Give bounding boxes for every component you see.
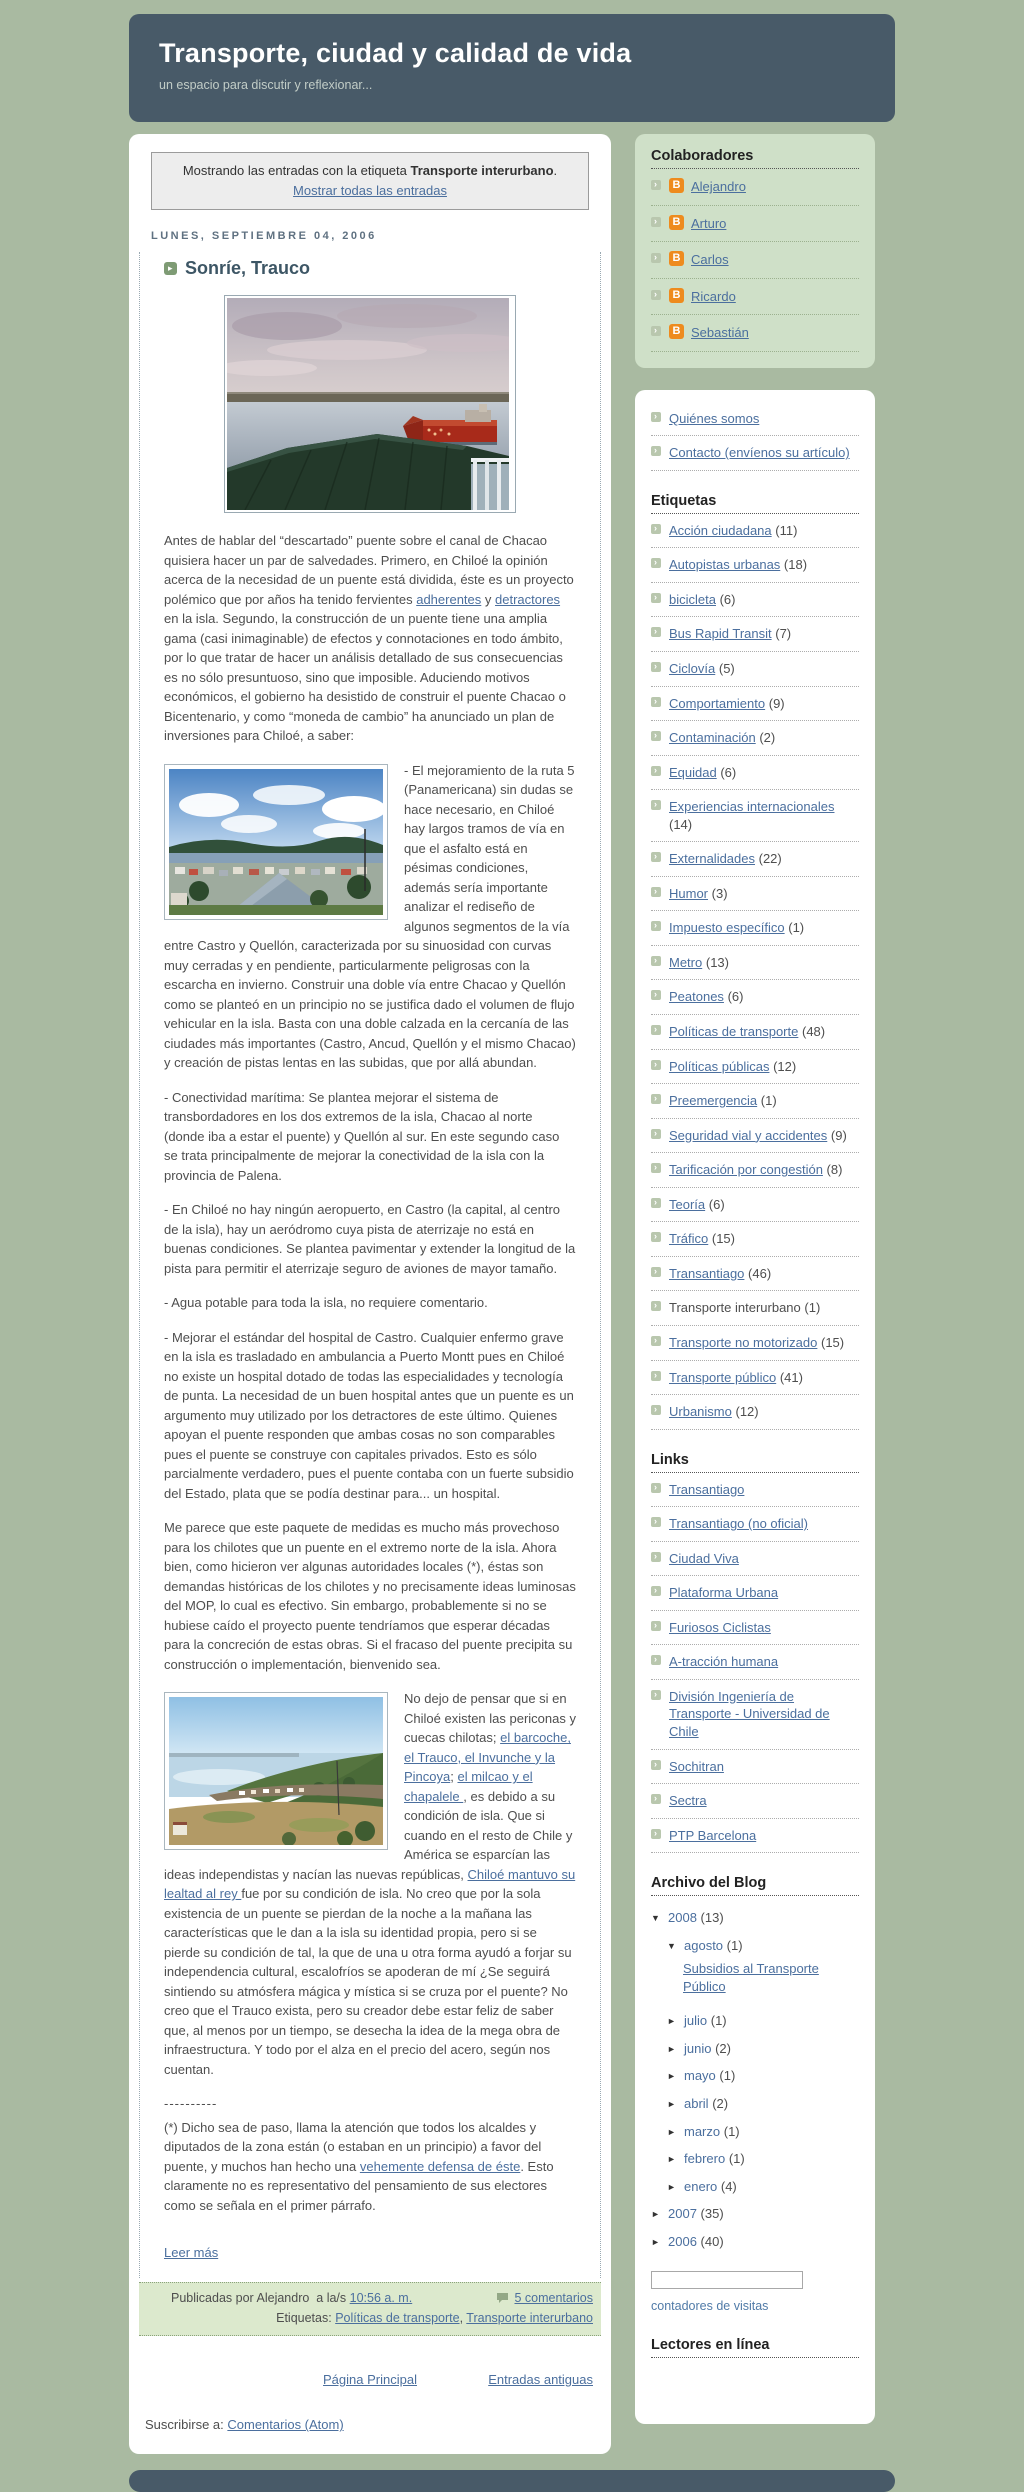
labels-prefix: Etiquetas: <box>276 2311 332 2326</box>
tag-link[interactable]: Metro <box>669 954 703 970</box>
archive-period-link[interactable]: julio <box>684 2013 708 2029</box>
blogroll-item <box>651 1507 859 1542</box>
tag-item <box>651 756 859 791</box>
blogroll-link[interactable]: Ciudad Viva <box>669 1550 739 1566</box>
arrow-bullet-icon <box>651 412 661 422</box>
archive-count: (2) <box>708 2095 729 2111</box>
tag-link[interactable]: Impuesto específico <box>669 920 785 936</box>
tag-link[interactable]: Acción ciudadana <box>669 522 772 538</box>
arrow-bullet-icon <box>651 1025 661 1035</box>
tag-count: (41) <box>779 1369 803 1385</box>
archive-count: (35) <box>696 2206 724 2222</box>
tag-item <box>651 548 859 583</box>
archive-period-link[interactable]: 2007 <box>668 2206 697 2222</box>
tag-count: (12) <box>735 1404 759 1420</box>
notice-prefix: Mostrando las entradas con la etiqueta <box>182 163 411 178</box>
archive-toggle-icon[interactable]: ▼ <box>667 1940 676 1951</box>
blogroll-item <box>651 1750 859 1785</box>
collaborator-item <box>651 315 859 352</box>
tag-item <box>651 1119 859 1154</box>
arrow-bullet-icon <box>651 1552 661 1562</box>
blogroll-link[interactable]: Plataforma Urbana <box>669 1585 779 1601</box>
subscribe-comments-link[interactable]: Comentarios (Atom) <box>227 2417 344 2433</box>
archive-count: (2) <box>711 2040 731 2056</box>
tag-link[interactable]: Preemergencia <box>669 1093 758 1109</box>
blogroll-item <box>651 1473 859 1508</box>
arrow-bullet-icon <box>651 524 661 534</box>
tag-link[interactable]: Políticas de transporte <box>669 1024 799 1040</box>
tag-count: (1) <box>788 920 805 936</box>
tag-item <box>651 1395 859 1430</box>
blogroll-link[interactable]: División Ingeniería de Transporte - Universidad de Chile <box>669 1688 830 1739</box>
tag-label-current: Transporte interurbano <box>669 1300 801 1316</box>
page <box>129 0 895 2492</box>
tag-count: (18) <box>783 557 808 573</box>
tag-count: (9) <box>768 695 785 711</box>
archive-item <box>651 2090 859 2118</box>
archive-item <box>651 2228 859 2256</box>
tag-link[interactable]: Ciclovía <box>669 661 716 677</box>
archive-item <box>651 2173 859 2201</box>
subscribe-row <box>145 2417 603 2432</box>
tag-count: (8) <box>826 1162 843 1178</box>
online-readers-widget <box>651 2358 859 2404</box>
tag-item <box>651 790 859 842</box>
archive-post-item <box>651 1959 859 2007</box>
arrow-bullet-icon <box>651 1655 661 1665</box>
tag-item <box>651 1222 859 1257</box>
inline-link[interactable]: el barcoche, el Trauco, el Invunche y la Pincoya <box>404 1730 571 1785</box>
tag-item <box>651 911 859 946</box>
blogger-icon: B <box>669 251 684 266</box>
castro-photo-illustration <box>169 769 383 915</box>
archive-item <box>651 2200 859 2228</box>
tag-count: (6) <box>719 591 736 607</box>
about-link-item <box>651 402 859 437</box>
visit-counter-link[interactable]: contadores de visitas <box>651 2299 769 2314</box>
arrow-bullet-icon <box>651 326 661 336</box>
archive-toggle-icon[interactable]: ► <box>667 2016 676 2027</box>
arrow-bullet-icon <box>651 697 661 707</box>
archive-count: (1) <box>715 2068 736 2084</box>
links-list <box>651 1473 859 1854</box>
visit-counter-widget <box>651 2271 803 2289</box>
post-image-ferry[interactable] <box>224 295 516 513</box>
post-paragraph-text: - El mejoramiento de la ruta 5 (Panamericana) sin dudas se hace necesario, en Chiloé hay largos tramos de vía en que el asfalto está en pésimas condiciones, además sería importante analizar el rediseño de algunos segmentos de la vía entre Castro y Quellón, caracterizada por su sinuosidad con curvas muy cerradas y en pendiente, particularmente peligrosas con la escarcha en invierno. Construir una doble vía entre Chacao y Quellón como se planteó en un principio no se justifica dado el volumen de flujo vehicular en la isla. Basta con una doble calzada en la cercanía de las ciudades más importantes (Castro, Ancud, Quellón y el mismo Chacao) y creación de pistas lentas en las subidas, que por allá abundan. <box>164 762 576 1071</box>
post-byline <box>171 2288 412 2308</box>
ferry-photo-illustration <box>227 298 509 510</box>
blogroll-link[interactable]: Furiosos Ciclistas <box>669 1619 771 1635</box>
tag-item <box>651 1050 859 1085</box>
main-column <box>129 134 611 2454</box>
notice-tag: Transporte interurbano <box>410 163 554 178</box>
sidebar-widgets-box <box>635 390 875 2425</box>
comments-link[interactable]: 5 comentarios <box>514 2291 593 2306</box>
archive-period-link[interactable]: junio <box>684 2040 712 2056</box>
blogroll-item <box>651 1680 859 1750</box>
arrow-bullet-icon <box>651 990 661 1000</box>
tag-link[interactable]: Comportamiento <box>669 695 766 711</box>
sidebar <box>635 134 875 2424</box>
post-paragraph: - Agua potable para toda la isla, no requiere comentario. <box>164 1295 488 1311</box>
at-label: a la/s <box>316 2291 347 2306</box>
tag-link[interactable]: Experiencias internacionales <box>669 799 835 815</box>
inline-link[interactable]: adherentes <box>416 591 482 607</box>
arrow-bullet-icon <box>651 1483 661 1493</box>
post-image-coast-view[interactable] <box>164 1692 388 1850</box>
blog-pager <box>147 2372 593 2387</box>
inline-link[interactable]: vehemente defensa de éste <box>359 2158 521 2174</box>
blogroll-item <box>651 1819 859 1854</box>
collaborator-item <box>651 206 859 243</box>
inline-link[interactable]: Chiloé mantuvo su lealtad al rey <box>164 1866 576 1902</box>
arrow-bullet-icon <box>651 1060 661 1070</box>
arrow-bullet-icon <box>651 1301 661 1311</box>
tag-link[interactable]: Autopistas urbanas <box>669 557 781 573</box>
post-paragraph: - Conectividad marítima: Se plantea mejorar el sistema de transbordadores en los dos extremos de la isla, Chacao al norte (donde iba a estar el puente) y Quellón al sur. En este segundo caso se trata principalmente de mejorar la conectividad de la isla con la provincia de Palena. <box>164 1089 560 1183</box>
arrow-bullet-icon <box>651 1794 661 1804</box>
post-paragraph: Antes de hablar del “descartado” puente sobre el canal de Chacao quisiera hacer un par de salvedades. Primero, en Chiloé la opinión acerca de la necesidad de un puente está dividida, éste es un proyecto polémico que por años ha tenido fervientes adherentes y detractores en la isla. Segundo, la construcción de un puente tiene una amplia gama (casi inimaginable) de efectos y connotaciones en todo ámbito, por lo que tratar de hacer un análisis detallado de sus consecuencias es no sólo presuntuoso, sino que imposible. Aduciendo motivos económicos, el gobierno ha desistido de construir el puente Chacao o Bicentenario, y como “moneda de cambio” ha anunciado un plan de inversiones para Chiloé, a saber: <box>164 533 574 744</box>
blogger-icon: B <box>669 178 684 193</box>
tag-count: (7) <box>775 626 792 642</box>
tag-item <box>651 1326 859 1361</box>
permalink-time-link[interactable]: 10:56 a. m. <box>349 2291 413 2306</box>
post-paragraph: (*) Dicho sea de paso, llama la atención que todos los alcaldes y diputados de la zona están (o estaban en un principio) a favor del puente, y muchos han hecho una vehemente defensa de éste. Esto claramente no es representativo del pensamiento de sus electores como se señala en el primer párrafo. <box>164 2119 554 2213</box>
archive-count: (13) <box>696 1910 724 1926</box>
tag-link[interactable]: Peatones <box>669 989 724 1005</box>
archive-item <box>651 2007 859 2035</box>
archive-count: (4) <box>717 2178 737 2194</box>
arrow-bullet-icon <box>651 1760 661 1770</box>
arrow-bullet-icon <box>651 1129 661 1139</box>
arrow-bullet-icon <box>651 180 661 190</box>
arrow-bullet-icon <box>651 731 661 741</box>
blogroll-link[interactable]: A-tracción humana <box>669 1654 779 1670</box>
archive-heading: Archivo del Blog <box>651 1873 859 1896</box>
inline-link[interactable]: detractores <box>495 591 561 607</box>
tag-count: (13) <box>705 954 729 970</box>
tag-link[interactable]: Urbanismo <box>669 1404 732 1420</box>
arrow-bullet-icon <box>651 1163 661 1173</box>
tag-item <box>651 842 859 877</box>
archive-toggle-icon[interactable]: ► <box>651 2209 660 2220</box>
tag-item <box>651 687 859 722</box>
archive-period-link[interactable]: 2006 <box>668 2233 697 2249</box>
about-link[interactable]: Contacto (envíenos su artículo) <box>669 445 850 461</box>
collaborator-item <box>651 169 859 206</box>
tag-item <box>651 1257 859 1292</box>
tag-link[interactable]: Transporte no motorizado <box>669 1334 818 1350</box>
label-link[interactable]: Políticas de transporte <box>335 2311 460 2326</box>
tag-item <box>651 617 859 652</box>
home-link[interactable]: Página Principal <box>323 2372 417 2388</box>
archive-item <box>651 2062 859 2090</box>
tag-link[interactable]: Tráfico <box>669 1231 709 1247</box>
tag-item <box>651 1361 859 1396</box>
archive-count: (1) <box>725 2151 745 2167</box>
archive-period-link[interactable]: abril <box>684 2095 709 2111</box>
older-posts-link[interactable]: Entradas antiguas <box>488 2372 593 2388</box>
collaborator-link[interactable]: Alejandro <box>691 179 746 194</box>
blogroll-item <box>651 1576 859 1611</box>
tag-count: (12) <box>773 1058 797 1074</box>
blogger-icon: B <box>669 215 684 230</box>
archive-toggle-icon[interactable]: ► <box>667 2098 676 2109</box>
archive-count: (1) <box>723 1937 743 1953</box>
arrow-bullet-icon <box>651 1267 661 1277</box>
blogroll-link[interactable]: Sectra <box>669 1793 707 1809</box>
post-footer <box>139 2282 601 2336</box>
arrow-bullet-icon <box>651 1405 661 1415</box>
arrow-bullet-icon <box>651 956 661 966</box>
read-more-link[interactable]: Leer más <box>164 2245 219 2261</box>
tag-count: (6) <box>727 989 744 1005</box>
collaborator-item <box>651 242 859 279</box>
tag-item <box>651 877 859 912</box>
blogroll-link[interactable]: Transantiago <box>669 1481 745 1497</box>
collaborator-link[interactable]: Sebastián <box>691 325 749 341</box>
tag-count: (3) <box>711 885 728 901</box>
coast-photo-illustration <box>169 1697 383 1845</box>
blogroll-item <box>651 1784 859 1819</box>
about-link[interactable]: Quiénes somos <box>669 410 760 426</box>
tag-item <box>651 1291 859 1326</box>
tag-link[interactable]: Contaminación <box>669 730 756 746</box>
arrow-bullet-icon <box>651 662 661 672</box>
blog-header <box>129 14 895 122</box>
online-readers-heading: Lectores en línea <box>651 2335 859 2358</box>
archive-toggle-icon[interactable]: ► <box>667 2071 676 2082</box>
collaborator-link[interactable]: Arturo <box>691 215 727 231</box>
tag-link[interactable]: Tarificación por congestión <box>669 1162 823 1178</box>
published-prefix: Publicadas por <box>171 2291 254 2306</box>
archive-period-link[interactable]: febrero <box>684 2151 726 2167</box>
archive-item <box>651 2145 859 2173</box>
blog-title: Transporte, ciudad y calidad de vida <box>159 38 632 68</box>
about-links-list <box>651 402 859 471</box>
blogger-icon: B <box>669 288 684 303</box>
blogroll-item <box>651 1611 859 1646</box>
blogroll-link[interactable]: Transantiago (no oficial) <box>669 1516 808 1532</box>
tag-item <box>651 1084 859 1119</box>
blogroll-item <box>651 1645 859 1680</box>
post-paragraph <box>164 761 576 1073</box>
tag-count: (6) <box>708 1196 725 1212</box>
arrow-bullet-icon <box>651 217 661 227</box>
about-link-item <box>651 436 859 471</box>
blogroll-link[interactable]: PTP Barcelona <box>669 1827 757 1843</box>
archive-toggle-icon[interactable]: ► <box>667 2126 676 2137</box>
archive-toggle-icon[interactable]: ▼ <box>651 1913 660 1924</box>
links-heading: Links <box>651 1450 859 1473</box>
arrow-bullet-icon <box>651 253 661 263</box>
comment-bubble-icon <box>496 2292 509 2304</box>
arrow-bullet-icon <box>651 1829 661 1839</box>
post-title: Sonríe, Trauco <box>185 258 311 279</box>
post-date-header: LUNES, SEPTIEMBRE 04, 2006 <box>151 230 377 243</box>
tag-count: (15) <box>821 1334 845 1350</box>
tag-item <box>651 652 859 687</box>
inline-link[interactable]: el milcao y el chapalele <box>404 1769 533 1804</box>
archive-period-link[interactable]: enero <box>684 2178 718 2194</box>
tag-count: (46) <box>748 1265 772 1281</box>
post-paragraph: - En Chiloé no hay ningún aeropuerto, en Castro (la capital, al centro de la isla), hay un aeródromo cuya pista de aterrizaje no está en buenas condiciones. Se plantea pavimentar y extender la longitud de la pista para permitir el aterrizaje seguro de aviones de mayor tamaño. <box>164 1202 576 1276</box>
tags-heading: Etiquetas <box>651 491 859 514</box>
archive-count: (1) <box>707 2013 727 2029</box>
author-name: Alejandro <box>256 2291 310 2306</box>
arrow-bullet-icon <box>651 558 661 568</box>
archive-toggle-icon[interactable]: ► <box>667 2181 676 2192</box>
arrow-bullet-icon <box>651 1690 661 1700</box>
notice-text <box>156 161 584 181</box>
tag-count: (5) <box>718 661 735 677</box>
archive-item <box>651 2118 859 2146</box>
tag-count: (1) <box>760 1093 777 1109</box>
show-all-entries-link[interactable]: Mostrar todas las entradas <box>293 183 447 199</box>
post-paragraph: Me parece que este paquete de medidas es mucho más provechoso para los chilotes que un puente en el extremo norte de la isla. Ahora bien, como hicieron ver algunas autoridades locales (*), éstas son demandas históricas de los chilotes y no precisamente ideas luminosas del MOP, lo cual es efectivo. Sin embargo, probablemente si no se hubiese caído el proyecto puente tendríamos que esperar décadas para la concreción de estas obras. Si el fracaso del puente precipita su construcción o implementación, bienvenido sea. <box>164 1520 576 1672</box>
tag-link[interactable]: Seguridad vial y accidentes <box>669 1127 828 1143</box>
collaborator-link[interactable]: Ricardo <box>691 288 736 304</box>
tag-count: (2) <box>759 730 776 746</box>
tag-link[interactable]: Políticas públicas <box>669 1058 770 1074</box>
post-divider: ---------- <box>164 2096 218 2112</box>
tag-count: (6) <box>720 764 737 780</box>
filter-notice <box>151 152 589 210</box>
archive-item <box>651 1932 859 1960</box>
blog-subtitle: un espacio para discutir y reflexionar... <box>159 78 373 92</box>
tag-count: (48) <box>801 1024 826 1040</box>
tag-count: (14) <box>669 816 693 832</box>
tag-item <box>651 1188 859 1223</box>
arrow-bullet-icon <box>651 446 661 456</box>
post <box>139 252 601 2278</box>
archive-toggle-icon[interactable]: ► <box>667 2043 676 2054</box>
arrow-bullet-icon <box>651 1232 661 1242</box>
tag-link[interactable]: bicicleta <box>669 591 716 607</box>
archive-item <box>651 2035 859 2063</box>
archive-count: (1) <box>720 2123 740 2139</box>
tag-item <box>651 980 859 1015</box>
label-link[interactable]: Transporte interurbano <box>466 2311 593 2326</box>
arrow-bullet-icon <box>651 1621 661 1631</box>
notice-suffix: . <box>553 163 558 178</box>
archive-item <box>651 1904 859 1932</box>
tag-count: (1) <box>804 1300 821 1316</box>
archive-period-link[interactable]: marzo <box>684 2123 721 2139</box>
arrow-bullet-icon <box>651 290 661 300</box>
archive-toggle-icon[interactable]: ► <box>651 2236 660 2247</box>
arrow-bullet-icon <box>651 1586 661 1596</box>
subscribe-prefix: Suscribirse a: <box>145 2417 224 2433</box>
archive-count: (40) <box>696 2233 724 2249</box>
post-labels: Etiquetas: Políticas de transporte, Transporte interurbano <box>276 2311 593 2326</box>
archive-post-link[interactable]: Subsidios al Transporte Público <box>683 1961 819 1994</box>
arrow-bullet-icon <box>651 887 661 897</box>
tags-list <box>651 514 859 1430</box>
tag-link[interactable]: Equidad <box>669 764 717 780</box>
archive-period-link[interactable]: mayo <box>684 2068 716 2084</box>
archive-period-link[interactable]: agosto <box>684 1937 724 1953</box>
blogroll-link[interactable]: Sochitran <box>669 1758 724 1774</box>
arrow-bullet-icon <box>651 1094 661 1104</box>
tag-item <box>651 721 859 756</box>
tag-item <box>651 1153 859 1188</box>
tag-link[interactable]: Transantiago <box>669 1265 745 1281</box>
archive-period-link[interactable]: 2008 <box>668 1910 697 1926</box>
tag-item <box>651 1015 859 1050</box>
arrow-bullet-icon <box>651 852 661 862</box>
tag-link[interactable]: Bus Rapid Transit <box>669 626 772 642</box>
tag-count: (9) <box>830 1127 847 1143</box>
tag-link[interactable]: Teoría <box>669 1196 706 1212</box>
tag-count: (15) <box>711 1231 735 1247</box>
collaborators-box <box>635 134 875 368</box>
blogger-icon: B <box>669 324 684 339</box>
collaborator-link[interactable]: Carlos <box>691 252 729 268</box>
tag-link[interactable]: Humor <box>669 885 709 901</box>
tag-count: (11) <box>775 522 798 538</box>
collaborators-list <box>651 169 859 352</box>
tag-item <box>651 946 859 981</box>
page-footer-bar <box>129 2470 895 2492</box>
arrow-bullet-icon <box>651 921 661 931</box>
post-paragraph <box>164 1689 576 2079</box>
arrow-bullet-icon <box>651 627 661 637</box>
arrow-bullet-icon <box>651 1198 661 1208</box>
tag-link[interactable]: Externalidades <box>669 851 755 867</box>
blogroll-item <box>651 1542 859 1577</box>
arrow-bullet-icon <box>651 1517 661 1527</box>
archive-toggle-icon[interactable]: ► <box>667 2154 676 2165</box>
post-image-castro-panorama[interactable] <box>164 764 388 920</box>
arrow-bullet-icon <box>651 766 661 776</box>
arrow-bullet-icon <box>651 593 661 603</box>
collaborator-item <box>651 279 859 316</box>
post-arrow-icon <box>164 262 177 275</box>
archive-tree <box>651 1904 859 2255</box>
arrow-bullet-icon <box>651 1371 661 1381</box>
tag-count: (22) <box>758 851 782 867</box>
post-paragraph-text: No dejo de pensar que si en Chiloé existen las periconas y cuecas chilotas; el barcoche, el Trauco, el Invunche y la Pincoya; el milcao y el chapalele , es debido a su condición de isla. Que si cuando en el resto de Chile y América se esparcían las ideas independistas y nacían las nuevas repúblicas, Chiloé mantuvo su lealtad al rey fue por su condición de isla. No creo que por la sola existencia de un puente se pierdan de la noche a la mañana las características que le dan a la isla su identidad propia, pero si se pierde su condición de tal, la que de una u otra forma ayudó a forjar su independencia cultural, escalofríos se apoderan de mí ¿Se seguirá sintiendo su atmósfera mágica y mística si se cruza por el puente? No creo que el Trauco exista, pero su creador debe estar feliz de saber que, al menos por un tiempo, se desecha la idea de la mega obra de infraestructura. Y todo por el alza en el precio del acero, según nos cuentan. <box>164 1691 576 2077</box>
post-paragraph: - Mejorar el estándar del hospital de Castro. Cualquier enfermo grave en la isla es trasladado en ambulancia a Puerto Montt pues en Chiloé no existe un hospital dotado de todas las especialidades y tecnología de punta. La necesidad de un buen hospital antes que un puente es un argumento muy utilizado por los detractores de este último. Quienes apoyan el puente responden que ambas cosas no son comparables pues el puente se construye con capitales privados. Esto es sólo parcialmente verdadero, pues el puente contaba con un fuerte subsidio del Estado, plata que se podía destinar para... un hospital. <box>164 1329 574 1501</box>
tag-item <box>651 583 859 618</box>
arrow-bullet-icon <box>651 1336 661 1346</box>
arrow-bullet-icon <box>651 800 661 810</box>
tag-item <box>651 514 859 549</box>
collaborators-heading: Colaboradores <box>651 146 859 169</box>
tag-link[interactable]: Transporte público <box>669 1369 777 1385</box>
